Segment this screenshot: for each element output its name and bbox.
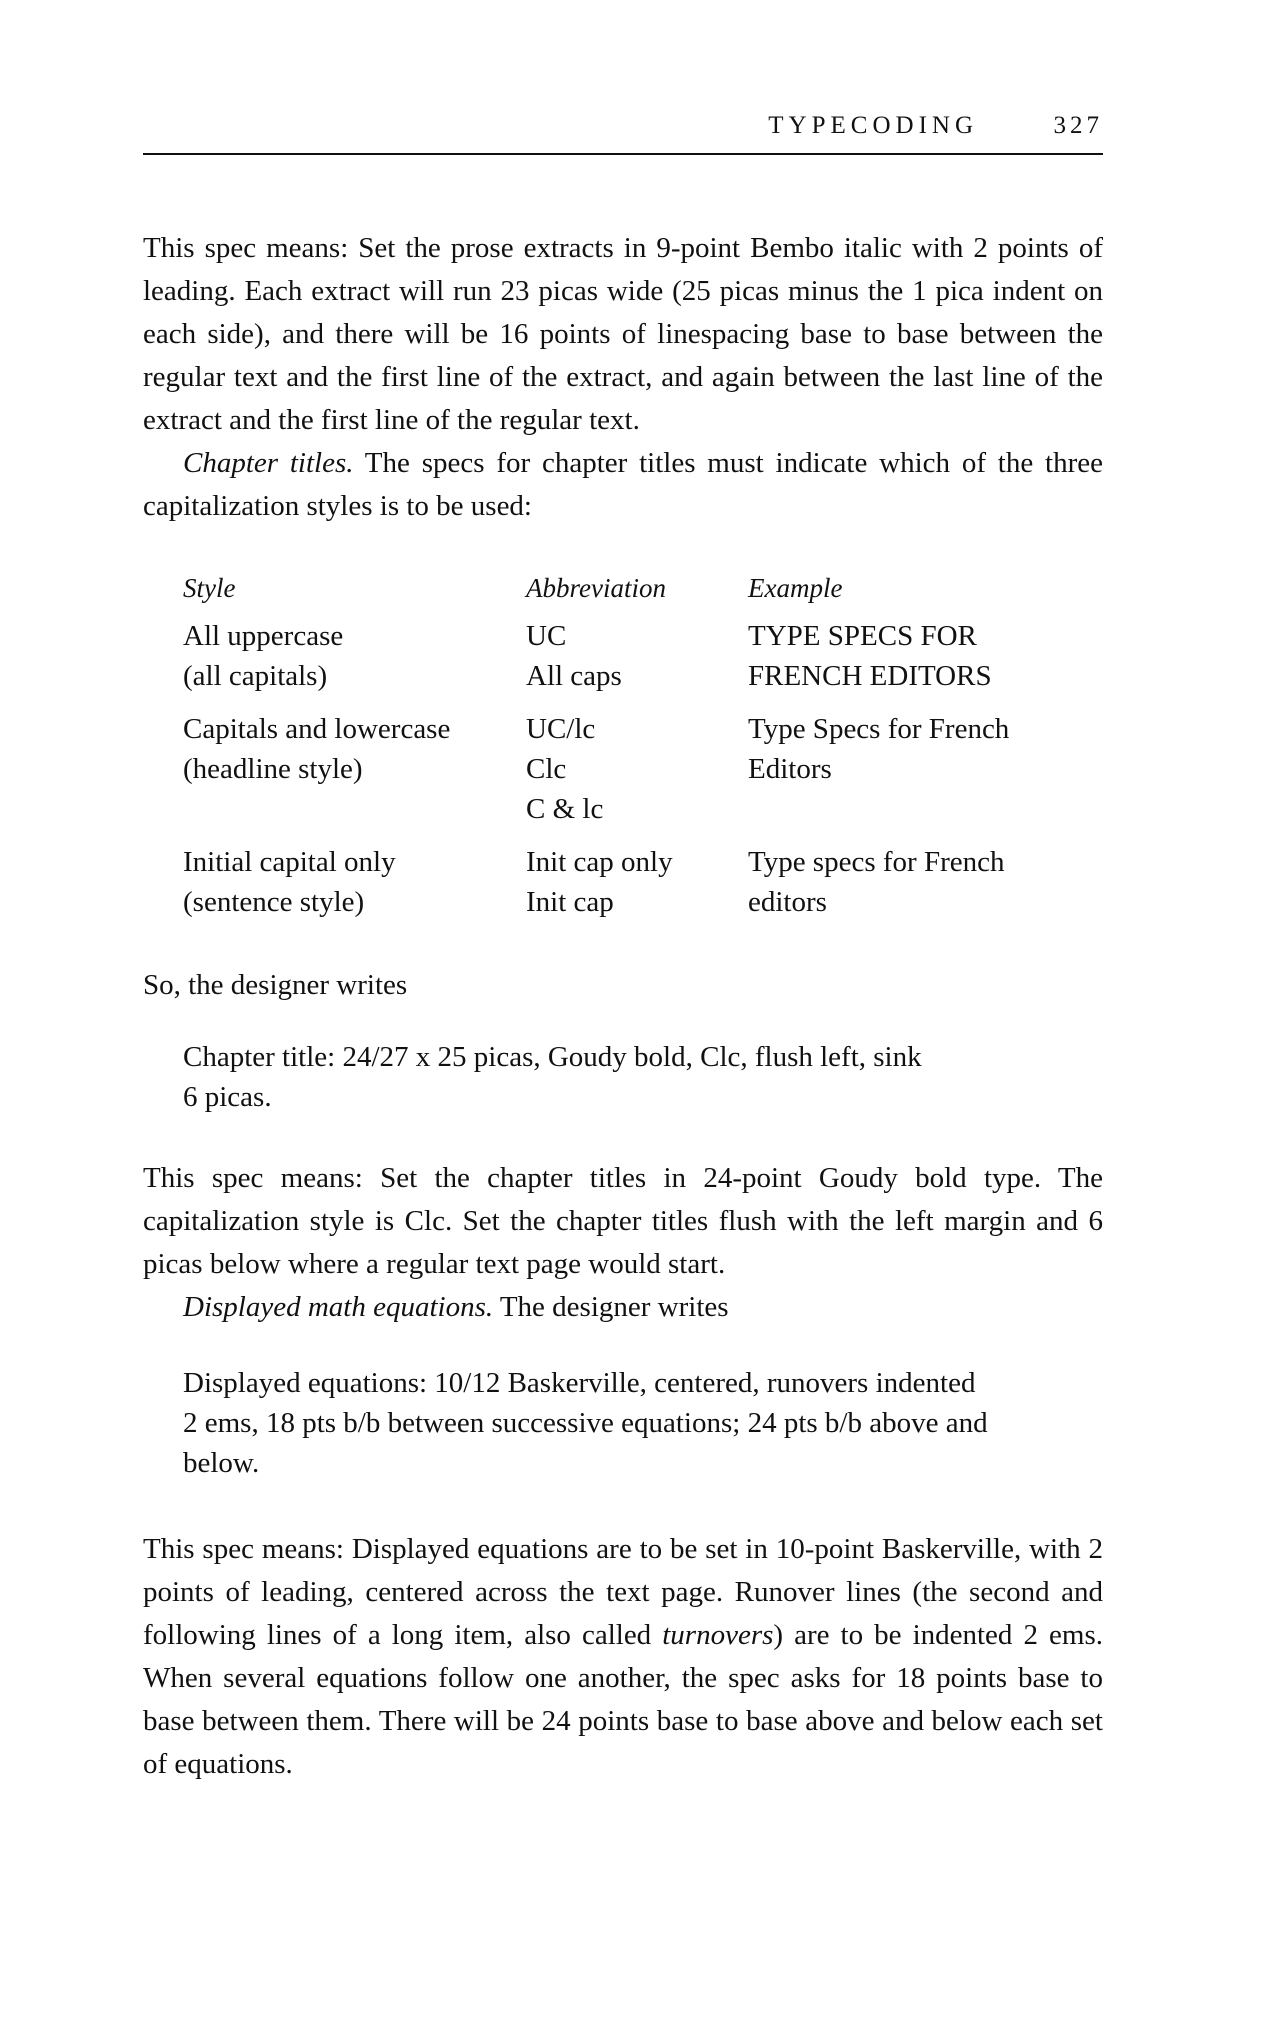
table-cell: editors: [748, 886, 827, 918]
table-cell: Initial capital only: [183, 846, 396, 878]
table-cell: Type specs for French: [748, 846, 1005, 878]
table-cell: (headline style): [183, 753, 363, 785]
table-cell: Type Specs for French: [748, 713, 1010, 745]
table-cell: All caps: [526, 660, 622, 692]
table-row: [183, 842, 543, 922]
table-row: [526, 616, 746, 696]
table-row: [526, 709, 746, 829]
table-row: [748, 616, 1088, 696]
paragraph-equation-spec: [143, 1528, 1103, 1786]
table-row: [183, 616, 543, 696]
paragraph-text: This spec means: Displayed equations are to be set in 10-point Baskerville, with 2 points of leading, centered across the text page. Runover lines (the second and following lines of a long item, also called: [143, 1533, 1103, 1651]
paragraph-designer-writes: So, the designer writes: [143, 969, 408, 1001]
paragraph-text: The designer writes: [493, 1291, 729, 1323]
table-cell: (sentence style): [183, 886, 365, 918]
extract-line: Chapter title: 24/27 x 25 picas, Goudy bold, Clc, flush left, sink: [183, 1041, 922, 1073]
run-in-heading: Chapter titles.: [183, 447, 354, 479]
spec-extract-equations: [183, 1363, 1083, 1483]
table-cell: Editors: [748, 753, 832, 785]
table-cell: FRENCH EDITORS: [748, 660, 992, 692]
running-head: [143, 108, 1103, 148]
table-cell: UC: [526, 620, 567, 652]
spec-extract-chapter-title: [183, 1037, 1083, 1117]
paragraph-chapter-spec: This spec means: Set the chapter titles in 24-point Goudy bold type. The capitalization style is Clc. Set the chapter titles flush with the left margin and 6 picas below where a regular text page would start.: [143, 1162, 1103, 1280]
extract-line: below.: [183, 1447, 260, 1479]
table-header-style: Style: [183, 573, 236, 603]
paragraph-extract-spec: This spec means: Set the prose extracts in 9-point Bembo italic with 2 points of leading. Each extract will run 23 picas wide (25 picas minus the 1 pica indent on each side), and there will be 16 points of linespacing base to base between the regular text and the first line of the extract, and again between the last line of the extract and the first line of the regular text.: [143, 232, 1103, 436]
table-row: [748, 709, 1088, 789]
table-cell: (all capitals): [183, 660, 328, 692]
table-cell: C & lc: [526, 793, 604, 825]
table-cell: All uppercase: [183, 620, 344, 652]
paragraph-text: The specs for chapter titles must indicate which of the three capitalization styles is to be used:: [143, 447, 1103, 522]
table-cell: Clc: [526, 753, 567, 785]
table-row: [748, 842, 1088, 922]
running-title: TYPECODING: [768, 112, 978, 139]
table-cell: Capitals and lowercase: [183, 713, 451, 745]
paragraph-displayed-math: [143, 1286, 1103, 1329]
table-header-example: Example: [748, 573, 843, 603]
table-row: [183, 709, 543, 789]
table-cell: Init cap: [526, 886, 614, 918]
header-rule: [143, 153, 1103, 155]
extract-line: 6 picas.: [183, 1081, 272, 1113]
italic-term: turnovers: [662, 1619, 774, 1651]
table-header-abbreviation: Abbreviation: [526, 573, 666, 603]
table-cell: TYPE SPECS FOR: [748, 620, 977, 652]
paragraph-text: ) are to be indented 2 ems. When several equations follow one another, the spec asks for 18 points base to base between them. There will be 24 points base to base above and below each set of equations.: [143, 1619, 1103, 1780]
extract-line: Displayed equations: 10/12 Baskerville, centered, runovers indented: [183, 1367, 976, 1399]
paragraph-chapter-titles: [143, 442, 1103, 528]
page-number: 327: [1053, 112, 1103, 139]
table-row: [526, 842, 746, 922]
table-cell: UC/lc: [526, 713, 596, 745]
extract-line: 2 ems, 18 pts b/b between successive equations; 24 pts b/b above and: [183, 1407, 988, 1439]
run-in-heading: Displayed math equations.: [183, 1291, 494, 1323]
table-cell: Init cap only: [526, 846, 673, 878]
